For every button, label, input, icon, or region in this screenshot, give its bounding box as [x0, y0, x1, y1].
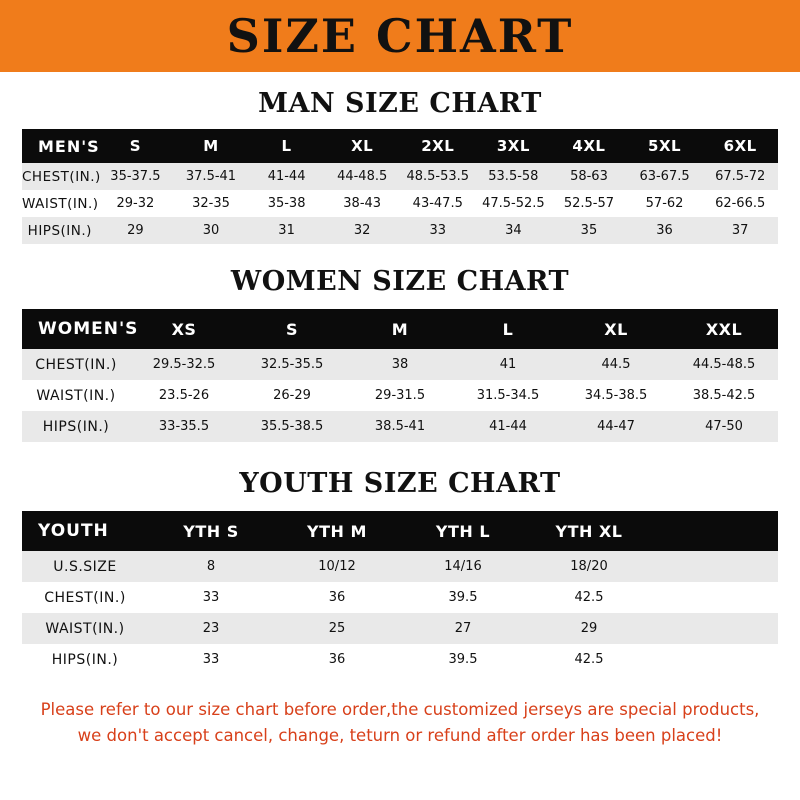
- table-cell: 35-37.5: [110, 169, 161, 184]
- column-header: YTH S: [183, 521, 239, 541]
- table-cell: 31: [278, 223, 295, 238]
- table-cell: 42.5: [574, 652, 604, 667]
- table-cell: 41-44: [267, 169, 306, 184]
- table-cell: 44-47: [597, 419, 635, 434]
- table-cell: 48.5-53.5: [406, 169, 470, 184]
- table-header-row: [22, 129, 778, 163]
- table-cell: 36: [328, 590, 346, 605]
- table-cell: 41-44: [489, 419, 527, 434]
- table-cell-empty: [652, 582, 778, 613]
- column-header: 3XL: [496, 137, 530, 155]
- table-cell: 18/20: [570, 559, 608, 574]
- table-cell: 44.5: [601, 357, 631, 372]
- table-cell: 43-47.5: [412, 196, 463, 211]
- column-header: M: [203, 137, 219, 155]
- row-label: HIPS(IN.): [27, 222, 92, 239]
- column-header: YTH M: [307, 521, 367, 541]
- row-label: HIPS(IN.): [51, 651, 119, 668]
- table-cell: 34.5-38.5: [584, 388, 648, 403]
- column-header: XL: [604, 319, 628, 339]
- table-row: [22, 190, 778, 217]
- row-label: WAIST(IN.): [45, 620, 125, 637]
- column-header: 6XL: [723, 137, 757, 155]
- table-cell: 29-31.5: [374, 388, 426, 403]
- table-cell-empty: [652, 644, 778, 675]
- table-cell: 35-38: [267, 196, 306, 211]
- table-cell: 36: [328, 652, 346, 667]
- table-cell: 39.5: [448, 590, 478, 605]
- table-cell: 62-66.5: [715, 196, 766, 211]
- row-label: U.S.SIZE: [53, 558, 117, 575]
- row-label: WAIST(IN.): [36, 387, 116, 404]
- order-policy-note: [22, 697, 778, 748]
- column-header: 5XL: [648, 137, 682, 155]
- column-header-empty: [652, 511, 778, 551]
- table-cell: 32.5-35.5: [260, 357, 324, 372]
- table-cell: 33-35.5: [158, 419, 210, 434]
- table-row: [22, 644, 778, 675]
- table-cell: 27: [454, 621, 472, 636]
- table-cell: 38-43: [343, 196, 382, 211]
- table-cell: 47-50: [705, 419, 743, 434]
- table-cell: 47.5-52.5: [482, 196, 545, 211]
- header-band: [0, 0, 800, 72]
- table-cell-empty: [652, 613, 778, 644]
- column-header: S: [129, 137, 142, 155]
- column-header: XXL: [705, 319, 743, 339]
- table-cell: 42.5: [574, 590, 604, 605]
- content-area: [0, 88, 800, 748]
- table-cell: 37: [731, 223, 749, 238]
- table-cell: 63-67.5: [639, 169, 690, 184]
- table-cell: 29.5-32.5: [152, 357, 216, 372]
- table-cell: 41: [499, 357, 517, 372]
- table-cell: 14/16: [444, 559, 482, 574]
- row-label: WAIST(IN.): [22, 195, 99, 212]
- table-cell: 38.5-42.5: [692, 388, 756, 403]
- note-line-2: we don't accept cancel, change, teturn or refund after order has been placed!: [77, 725, 723, 745]
- man-size-table: [22, 129, 778, 244]
- table-cell: 39.5: [448, 652, 478, 667]
- women-section-title: WOMEN SIZE CHART: [230, 266, 570, 297]
- column-header: 2XL: [421, 137, 455, 155]
- table-header-row: [22, 511, 778, 551]
- table-row: [22, 380, 778, 411]
- row-label: CHEST(IN.): [44, 589, 126, 606]
- table-cell: 52.5-57: [563, 196, 615, 211]
- column-header: S: [285, 319, 299, 339]
- table-cell: 25: [328, 621, 346, 636]
- column-header: WOMEN'S: [38, 319, 139, 339]
- table-cell: 33: [202, 590, 220, 605]
- table-header-row: [22, 309, 778, 349]
- table-cell: 33: [202, 652, 220, 667]
- youth-size-table: [22, 511, 778, 675]
- table-cell: 29: [127, 223, 144, 238]
- table-cell: 29-32: [116, 196, 155, 211]
- table-cell: 35: [580, 223, 598, 238]
- column-header: XL: [351, 137, 374, 155]
- table-row: [22, 411, 778, 442]
- table-row: [22, 582, 778, 613]
- column-header: L: [281, 137, 292, 155]
- table-cell: 31.5-34.5: [476, 388, 540, 403]
- table-row: [22, 613, 778, 644]
- table-row: [22, 551, 778, 582]
- column-header: XS: [171, 319, 197, 339]
- table-cell: 37.5-41: [185, 169, 237, 184]
- row-label: CHEST(IN.): [22, 168, 101, 185]
- row-label: HIPS(IN.): [42, 418, 110, 435]
- page-title: SIZE CHART: [226, 9, 574, 63]
- table-cell: 26-29: [273, 388, 311, 403]
- table-cell: 10/12: [318, 559, 356, 574]
- table-cell: 32-35: [192, 196, 230, 211]
- column-header: YTH L: [435, 521, 491, 541]
- table-cell: 32: [353, 223, 371, 238]
- table-cell-empty: [652, 551, 778, 582]
- column-header: YOUTH: [38, 521, 109, 541]
- table-cell: 53.5-58: [488, 169, 539, 184]
- man-section-title: MAN SIZE CHART: [258, 88, 542, 119]
- table-row: [22, 349, 778, 380]
- women-size-table: [22, 309, 778, 442]
- table-cell: 38.5-41: [374, 419, 426, 434]
- table-cell: 44.5-48.5: [692, 357, 756, 372]
- table-cell: 44-48.5: [337, 169, 388, 184]
- youth-section-title: YOUTH SIZE CHART: [239, 468, 561, 499]
- table-cell: 33: [429, 223, 447, 238]
- table-row: [22, 217, 778, 244]
- table-cell: 23.5-26: [158, 388, 210, 403]
- column-header: MEN'S: [38, 136, 100, 156]
- table-row: [22, 163, 778, 190]
- table-cell: 29: [580, 621, 598, 636]
- table-cell: 34: [505, 223, 522, 238]
- table-cell: 58-63: [570, 169, 608, 184]
- table-cell: 35.5-38.5: [260, 419, 324, 434]
- table-cell: 23: [202, 621, 220, 636]
- table-cell: 30: [202, 223, 220, 238]
- table-cell: 36: [656, 223, 673, 238]
- table-cell: 57-62: [645, 196, 684, 211]
- column-header: YTH XL: [555, 521, 623, 541]
- table-cell: 67.5-72: [715, 169, 766, 184]
- note-line-1: Please refer to our size chart before order,the customized jerseys are special products,: [40, 700, 760, 719]
- column-header: M: [391, 319, 409, 339]
- column-header: L: [502, 319, 514, 339]
- table-cell: 8: [206, 559, 216, 574]
- row-label: CHEST(IN.): [35, 356, 117, 373]
- table-cell: 38: [391, 357, 409, 372]
- column-header: 4XL: [572, 137, 606, 155]
